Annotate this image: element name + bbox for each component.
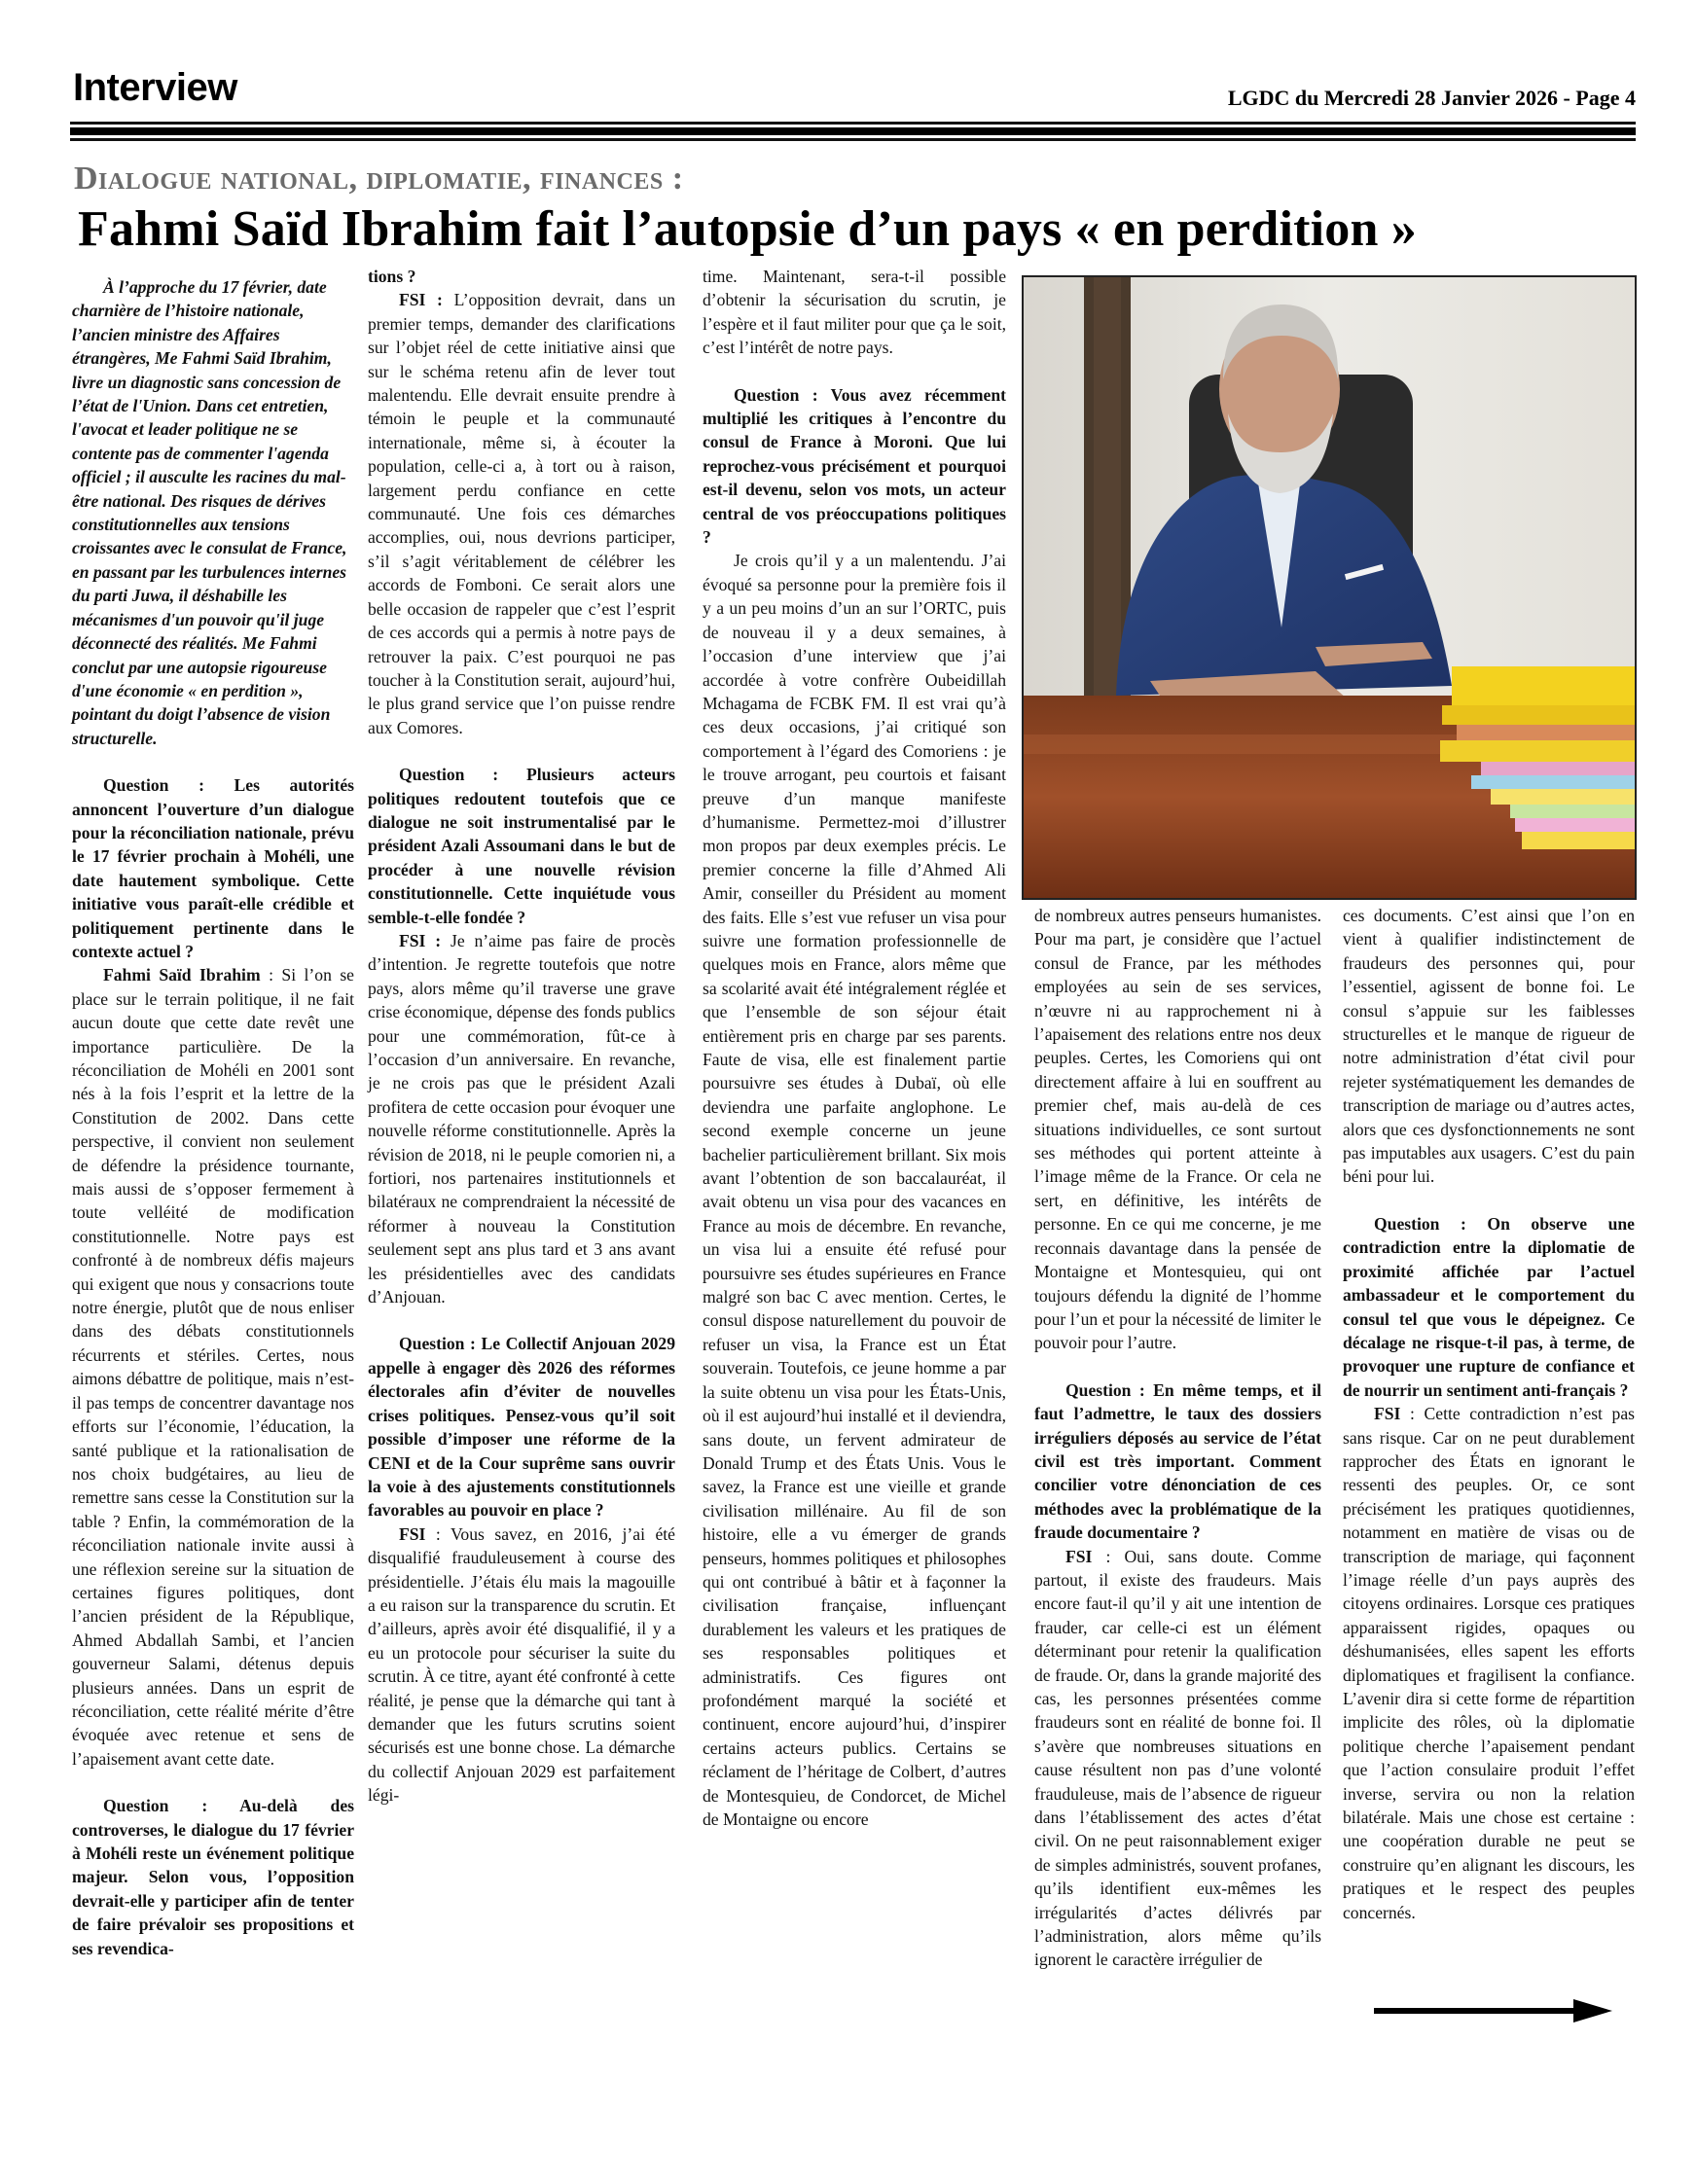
interview-answer-continued: de nombreux autres penseurs humanistes. Pour ma part, je considère que l’actuel consul de France, par les méthodes employées au sein de ses services, n’œuvre ni au rapprochement ni à l’apaisement des relations entre nos deux peuples. Certes, les Comoriens qui ont directement affaire à lui en souffrent au premier chef, mais au-delà de ces situations individuelles, ce sont surtout ses méthodes qui portent atteinte à l’image même de la France. Or cela ne sert, en définitive, les intérêts de personne. En ce qui me concerne, je me reconnais davantage dans la pensée de Montaigne et Montesquieu, qui ont toujours défendu la dignité de l’homme pour l’un et pour la nécessité de limiter le pouvoir pour l’autre. — [1034, 906, 1321, 1353]
interview-question: Question : Au-delà des controverses, le dialogue du 17 février à Mohéli reste un événement politique majeur. Selon vous, l’opposition devrait-elle y participer afin de tenter de faire prévaloir ses propositions et ses revendica- — [72, 1796, 354, 1958]
interview-answer: FSI : Cette contradiction n’est pas sans risque. Car on ne peut durablement rapprocher des États en ignorant le ressenti des peuples. Or, ce sont précisément les pratiques quotidiennes, notamment en matière de visas ou de transcription de mariage, qui façonnent l’image réelle d’un pays auprès des citoyens ordinaires. Lorsque ces pratiques apparaissent rigides, opaques ou déshumanisées, elles sapent les efforts diplomatiques et fragilisent la confiance. L’avenir dira si cette forme de répartition implicite des rôles, où la diplomatie politique cherche l’apaisement pendant que l’action consulaire produit l’effet inverse, servira ou non la relation bilatérale. Mais une chose est certaine : une coopération durable ne peut se construire qu’en alignant les discours, les pratiques et le respect des peuples concernés. — [1343, 1404, 1635, 1922]
interview-question: Question : En même temps, et il faut l’admettre, le taux des dossiers irréguliers déposés au service de l’état civil est très important. Comment concilier votre dénonciation de ces méthodes avec la problématique de la fraude documentaire ? — [1034, 1379, 1321, 1543]
section-label: Interview — [73, 66, 237, 109]
arrow-right-icon — [1374, 1999, 1612, 2023]
interview-question: Question : On observe une contradiction entre la diplomatie de proximité affichée par l’actuel ambassadeur et le comportement du consul tel que vous le dépeignez. Ce décalage ne risque-t-il pas, à terme, de provoquer une rupture de confiance et de nourrir un sentiment anti-français ? — [1343, 1213, 1635, 1400]
dateline: LGDC du Mercredi 28 Janvier 2026 - Page 4 — [1227, 86, 1636, 110]
interview-answer: Fahmi Saïd Ibrahim : Si l’on se place sur le terrain politique, il ne fait aucun doute que cette date revêt une importance particulière. De la réconciliation de Mohéli en 2001 sont nés à la fois l’esprit et la lettre de la Constitution de 2002. Dans cette perspective, il convient non seulement de défendre la présidence tournante, mais aussi de s’opposer fermement à toute velléité de modification constitutionnelle. Notre pays est confronté à de nombreux défis majeurs qui exigent que nous y consacrions toute notre énergie, plutôt que de nous enliser dans des débats constitutionnels récurrents et stériles. Certes, nous aimons débattre de politique, mais n’est-il pas temps de concentrer davantage nos efforts sur l’économie, l’éducation, la santé publique et la rationalisation de nos choix budgétaires, au lieu de remettre sans cesse la Constitution sur la table ? Enfin, la commémoration de la réconciliation nationale invite aussi à une réflexion sereine sur la situation de certaines figures politiques, dont l’ancien président de la République, Ahmed Abdallah Sambi, et l’ancien gouverneur Salami, détenus depuis plusieurs années. Dans un esprit de réconciliation, cette réalité mérite d’être évoquée avec retenue et sens de l’apaisement avant cette date. — [72, 965, 354, 1769]
interviewee-photo — [1022, 275, 1637, 900]
article-headline: Fahmi Saïd Ibrahim fait l’autopsie d’un pays « en perdition » — [78, 201, 1417, 257]
speaker-name: FSI — [1374, 1404, 1401, 1424]
speaker-name: FSI : — [399, 290, 443, 310]
article-column-5 — [1343, 904, 1635, 1924]
speaker-name: FSI — [1065, 1546, 1093, 1566]
interview-answer: FSI : Vous savez, en 2016, j’ai été disqualifié frauduleusement à course des présidentielle. J’étais élu mais la magouille a eu raison sur la transparence du scrutin. Et d’ailleurs, après avoir été disqualifié, il y a eu un protocole pour sécuriser la suite du scrutin. À ce titre, ayant été confronté à cette réalité, je pense que la démarche qui tant à demander que les futurs scrutins soient sécurisés est une bonne chose. La démarche du collectif Anjouan 2029 est parfaitement légi- — [368, 1523, 675, 1806]
speaker-name: FSI — [399, 1523, 426, 1544]
header-rule — [70, 122, 1636, 125]
interview-question: Question : Vous avez récemment multiplié les critiques à l’encontre du consul de France à Moroni. Que lui reprochez-vous précisément et pourquoi est-il devenu, selon vos mots, un acteur central de vos préoccupations politiques ? — [703, 384, 1006, 548]
interview-answer: FSI : Oui, sans doute. Comme partout, il existe des fraudeurs. Mais encore faut-il qu’il y ait une intention de frauder, car celle-ci est un élément déterminant pour retenir la qualification de fraude. Or, dans la grande majorité des cas, les personnes présentées comme fraudeurs sont en réalité de bonne foi. Il s’avère que nombreuses situations en cause résultent non pas d’une volonté frauduleuse, mais de l’absence de rigueur dans l’établissement des actes d’état civil. On ne peut raisonnablement exiger de simples administrés, souvent profanes, qu’ils identifient eux-mêmes les irrégularités d’actes délivrés par l’administration, alors même qu’ils ignorent le caractère irrégulier de — [1034, 1546, 1321, 1970]
interview-answer-continued: time. Maintenant, sera-t-il possible d’obtenir la sécurisation du scrutin, je l’espère et il faut militer pour que ça le soit, c’est l’intérêt de notre pays. — [703, 267, 1006, 358]
article-lead: À l’approche du 17 février, date charnière de l’histoire nationale, l’ancien ministre des Affaires étrangères, Me Fahmi Saïd Ibrahim, livre un diagnostic sans concession de l’état de l'Union. Dans cet entretien, l'avocat et leader politique ne se contente pas de commenter l'agenda officiel ; il ausculte les racines du mal-être national. Des risques de dérives constitutionnelles aux tensions croissantes avec le consulat de France, en passant par les turbulences internes du parti Juwa, il déshabille les mécanismes d'un pouvoir qu'il juge déconnecté des réalités. Me Fahmi conclut par une autopsie rigoureuse d'une économie « en perdition », pointant du doigt l’absence de vision structurelle. — [72, 277, 347, 748]
interview-answer: FSI : Je n’aime pas faire de procès d’intention. Je regrette toutefois que notre pays, alors même qu’il traverse une grave crise économique, dépense des fonds publics pour une commémoration, fût-ce à l’occasion d’un anniversaire. En revanche, je ne crois pas que le président Azali profitera de cette occasion pour évoquer une nouvelle réforme constitutionnelle. Après la révision de 2018, ni le peuple comorien ni, a fortiori, nos partenaires institutionnels et bilatéraux ne comprendraient la nécessité de réformer à nouveau la Constitution seulement sept ans plus tard et 3 ans avant les présidentielles avec des candidats d’Anjouan. — [368, 930, 676, 1307]
header-rule — [70, 138, 1636, 141]
article-column-1 — [72, 275, 354, 1960]
interview-question: Question : Les autorités annoncent l’ouverture d’un dialogue pour la réconciliation nationale, prévu le 17 février prochain à Mohéli, une date hautement symbolique. Cette initiative vous paraît-elle crédible et politiquement pertinente dans le contexte actuel ? — [72, 775, 354, 961]
article-column-2 — [368, 265, 675, 1808]
interview-answer: FSI : L’opposition devrait, dans un premier temps, demander des clarifications sur l’objet réel de cette initiative ainsi que sur le schéma retenu afin de lever tout malentendu. Elle devrait ensuite prendre à témoin le peuple et la communauté internationale, même si, à écouter la population, celle-ci a, à tort ou à raison, largement perdu confiance en cette communauté. Une fois ces démarches accomplies, oui, nous devrions participer, s’il s’agit véritablement de célébrer les accords de Fomboni. Ce serait alors une belle occasion de rappeler que c’est l’esprit de ces accords qui a permis à notre pays de retrouver la paix. C’est pourquoi ne pas toucher à la Constitution serait, aujourd’hui, le plus grand service que l’on puisse rendre aux Comores. — [368, 290, 675, 737]
interview-question: Question : Le Collectif Anjouan 2029 appelle à engager dès 2026 des réformes électorales afin d’éviter de nouvelles crises politiques. Pensez-vous qu’il soit possible d’imposer une réforme de la CENI et de la Cour suprême sans ouvrir la voie à des ajustements constitutionnels favorables au pouvoir en place ? — [368, 1334, 675, 1521]
interview-question-continued: tions ? — [368, 267, 416, 286]
interview-answer: Je crois qu’il y a un malentendu. J’ai évoqué sa personne pour la première fois il y a un peu moins d’un an sur l’ORTC, puis de nouveau il y a deux semaines, à l’occasion d’une interview que j’ai accordée à votre confrère Oubeidillah Mchagama de FCBK FM. Il est vrai qu’à ces deux occasions, j’ai critiqué son comportement à l’égard des Comoriens : je le trouve arrogant, peu courtois et faisant preuve d’un manque manifeste d’humanisme. Permettez-moi d’illustrer mon propos par deux exemples précis. Le premier concerne la fille d’Ahmed Ali Amir, conseiller du Président au moment des faits. Elle s’est vue refuser un visa pour suivre une formation professionnelle de quelques mois en France, alors même que sa scolarité avait été intégralement réglée et que l’ensemble de son séjour était entièrement pris en charge par ses parents. Faute de visa, elle est finalement partie poursuivre ses études à Dubaï, où elle deviendra une parfaite anglophone. Le second exemple concerne un jeune bachelier particulièrement brillant. Six mois avant l’obtention de son baccalauréat, il avait obtenu un visa pour des vacances en France au mois de décembre. En revanche, un visa lui a ensuite été refusé pour poursuivre ses études supérieures en France malgré son bac C avec mention. Certes, le consul dispose naturellement du pouvoir de refuser un visa, la France est un État souverain. Toutefois, ce jeune homme a par la suite obtenu un visa pour les États-Unis, où il est aujourd’hui installé et il deviendra, sans doute, un fervent admirateur de Donald Trump et des États Unis. Vous le savez, la France est une vieille et grande civilisation millénaire. Au fil de son histoire, elle a vu émerger de grands penseurs, hommes politiques et philosophes qui ont contribué à bâtir et à façonner la civilisation française, influençant durablement les valeurs et les pratiques de ses responsables politiques et administratifs. Ces figures ont profondément marqué la société et continuent, encore aujourd’hui, d’inspirer certains acteurs publics. Certains se réclament de l’héritage de Colbert, d’autres de Montesquieu, de Condorcet, de Michel de Montaigne ou encore — [703, 551, 1006, 1829]
article-column-3 — [703, 265, 1006, 1831]
interview-answer-continued: ces documents. C’est ainsi que l’on en vient à qualifier indistinctement de fraudeurs des personnes qui, pour l’essentiel, agissent de bonne foi. Le consul s’appuie sur les faiblesses structurelles et le manque de rigueur de notre administration d’état civil pour rejeter systématiquement les demandes de transcription de mariage ou d’autres actes, alors que ces dysfonctionnements ne sont pas imputables aux usagers. C’est du pain béni pour lui. — [1343, 906, 1635, 1187]
interview-question: Question : Plusieurs acteurs politiques redoutent toutefois que ce dialogue ne soit instrumentalisé par le président Azali Assoumani dans le but de procéder à une nouvelle révision constitutionnelle. Cette inquiétude vous semble-t-elle fondée ? — [368, 765, 675, 927]
article-column-4 — [1034, 904, 1321, 1972]
article-kicker: Dialogue national, diplomatie, finances : — [74, 161, 684, 197]
speaker-name: FSI : — [399, 930, 442, 950]
portrait-image — [1024, 277, 1635, 898]
header-rule-thick — [70, 127, 1636, 135]
speaker-name: Fahmi Saïd Ibrahim — [103, 965, 261, 985]
